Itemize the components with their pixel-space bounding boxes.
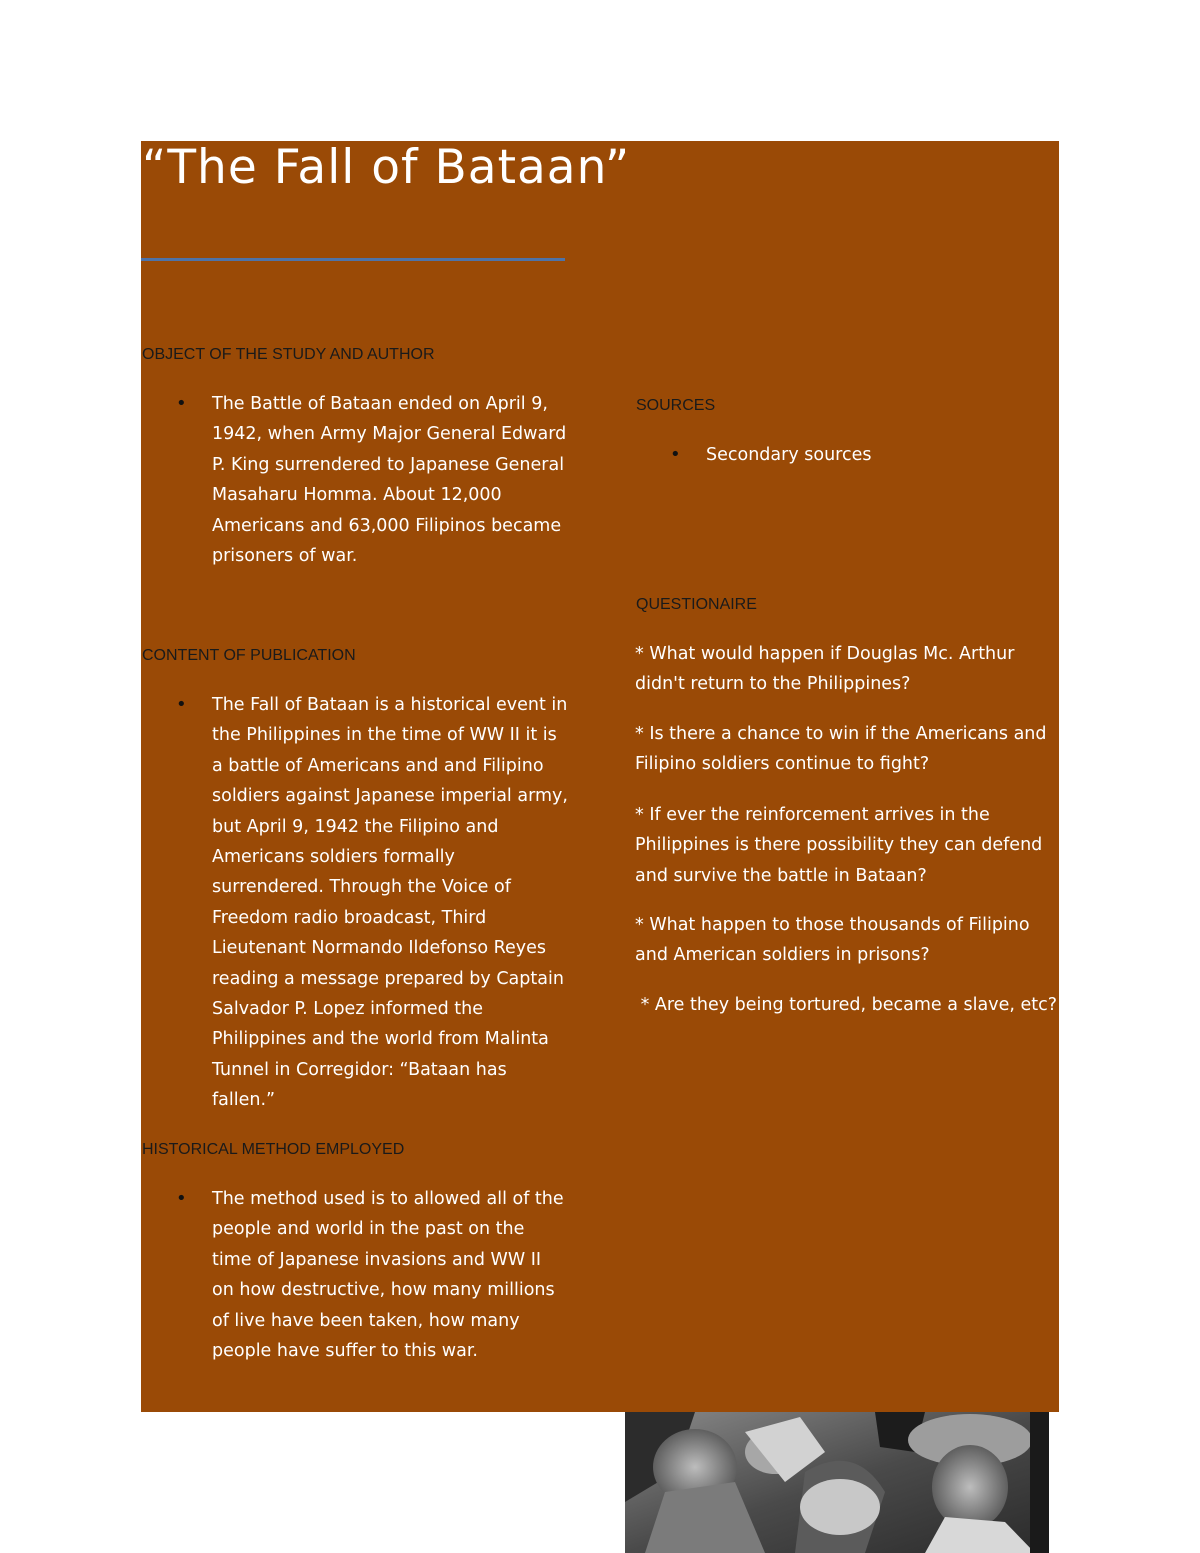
questionnaire-heading: QUESTIONAIRE (636, 596, 757, 613)
method-bullet-text: The method used is to allowed all of the people and world in the past on the time of Japanese invasions and WW II on how destructive, how many millions of live have been taken, how many people have suffer to this war. (212, 1189, 564, 1362)
bullet-icon: • (176, 694, 187, 715)
bullet-icon: • (670, 444, 681, 465)
sources-bullet-item (670, 440, 1046, 470)
question-item: * What happen to those thousands of Filipino and American soldiers in prisons? (635, 915, 1030, 966)
method-bullet-item (176, 1184, 568, 1366)
sources-heading: SOURCES (636, 397, 716, 414)
bullet-icon: • (176, 1188, 187, 1209)
question-item: * Are they being tortured, became a slave, etc? (635, 995, 1058, 1015)
object-heading: OBJECT OF THE STUDY AND AUTHOR (142, 346, 435, 363)
document-title (142, 140, 630, 196)
bullet-icon: • (176, 393, 187, 414)
question-item: * Is there a chance to win if the Americans and Filipino soldiers continue to fight? (635, 724, 1047, 775)
question-item: * What would happen if Douglas Mc. Arthur didn't return to the Philippines? (635, 644, 1015, 695)
object-bullet-text: The Battle of Bataan ended on April 9, 1942, when Army Major General Edward P. King surrendered to Japanese General Masaharu Homma. About 12,000 Americans and 63,000 Filipinos became prisoners of war. (212, 394, 567, 567)
content-heading: CONTENT OF PUBLICATION (142, 647, 356, 664)
sources-bullet-text: Secondary sources (706, 445, 872, 465)
content-bullet-text: The Fall of Bataan is a historical event in the Philippines in the time of WW II it is a battle of Americans and and Filipino soldiers against Japanese imperial army, but April 9, 1942 the Filipino and Americans soldiers formally surrendered. Through the Voice of Freedom radio broadcast, Third Lieutenant Normando Ildefonso Reyes reading a message prepared by Captain Salvador P. Lopez informed the Philippines and the world from Malinta Tunnel in Corregidor: “Bataan has fallen.” (212, 695, 568, 1111)
method-heading: HISTORICAL METHOD EMPLOYED (142, 1141, 405, 1158)
object-bullet-item (176, 389, 568, 571)
question-item: * If ever the reinforcement arrives in the Philippines is there possibility they can defend and survive the battle in Bataan? (635, 805, 1043, 886)
soldiers-photo (625, 1412, 1049, 1553)
content-bullet-item (176, 690, 568, 1116)
title-underline (141, 258, 565, 261)
title-text: “The Fall of Bataan” (142, 140, 631, 195)
